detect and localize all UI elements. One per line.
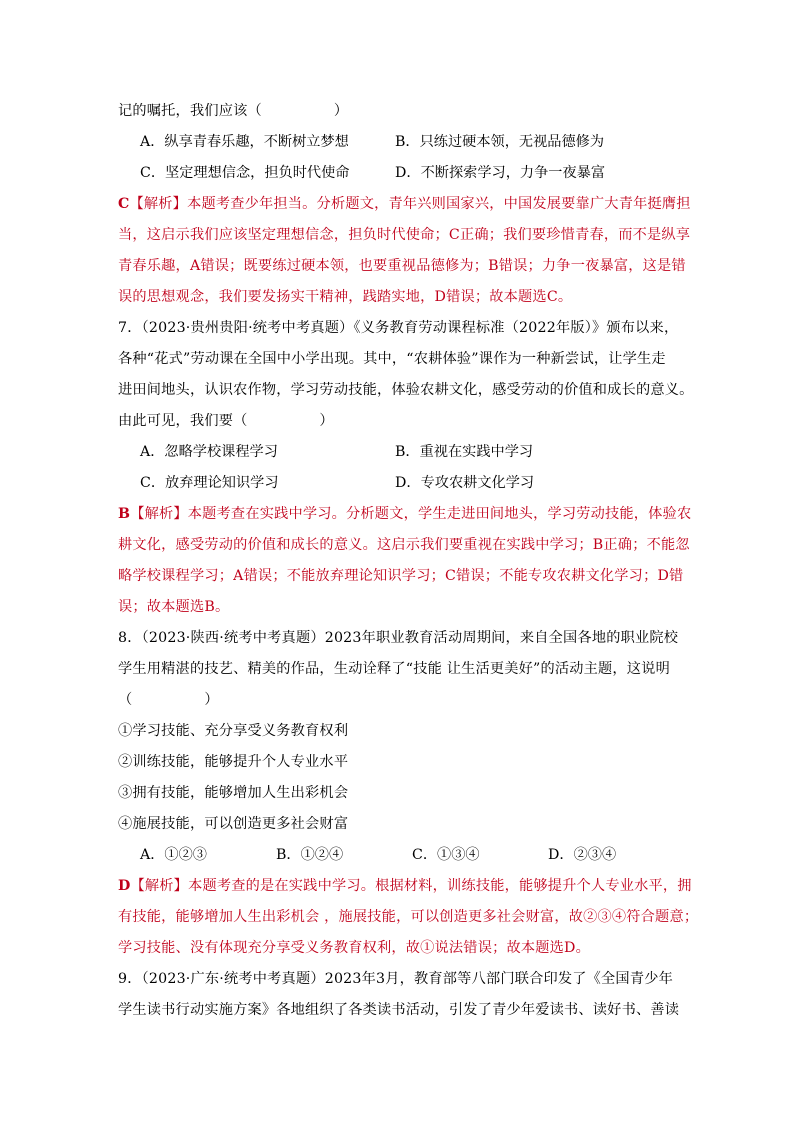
q9-stem-line-1: 9．（2023·广东·统考中考真题）2023年3月，教育部等八部门联合印发了《全国青少年 bbox=[118, 971, 673, 987]
q6-answer-line-2: 当，这启示我们应该坚定理想信念，担负时代使命；C正确；我们要珍惜青春，而不是纵享 bbox=[118, 227, 691, 243]
q9-stem-line-2: 学生读书行动实施方案》各地组织了各类读书活动，引发了青少年爱读书、读好书、善读 bbox=[118, 1002, 680, 1018]
q7-answer-letter: B bbox=[118, 506, 131, 522]
q8-item-2: ②训练技能，能够提升个人专业水平 bbox=[118, 754, 349, 770]
q6-option-c: C．坚定理想信念，担负时代使命 bbox=[140, 165, 350, 181]
q8-answer-line-3: 学习技能、没有体现充分享受义务教育权利，故①说法错误；故本题选D。 bbox=[118, 940, 590, 956]
q7-option-a: A．忽略学校课程学习 bbox=[140, 444, 278, 460]
q6-answer-line-1 bbox=[118, 189, 691, 220]
q6-answer-letter: C bbox=[118, 196, 130, 212]
q8-stem-line-3: （ ） bbox=[118, 692, 219, 708]
q7-stem-line-4: 由此可见，我们要（ ） bbox=[118, 413, 334, 429]
q7-option-b: B．重视在实践中学习 bbox=[395, 444, 534, 460]
q8-option-d: D．②③④ bbox=[548, 847, 617, 863]
q6-stem-tail: 记的嘱托，我们应该（ ） bbox=[118, 103, 349, 119]
q6-answer-line-3: 青春乐趣，A错误；既要练过硬本领，也要重视品德修为；B错误；力争一夜暴富，这是错 bbox=[118, 258, 686, 274]
q6-answer-line-4: 误的思想观念，我们要发扬实干精神，践踏实地，D错误；故本题选C。 bbox=[118, 289, 573, 305]
q8-answer-letter: D bbox=[118, 878, 131, 894]
q7-option-d: D．专攻农耕文化学习 bbox=[395, 475, 535, 491]
q6-options-row-1 bbox=[118, 127, 684, 158]
q7-option-c: C．放弃理论知识学习 bbox=[140, 475, 279, 491]
q8-options-row bbox=[118, 840, 684, 871]
q7-answer-line-3: 略学校课程学习；A错误；不能放弃理论知识学习；C错误；不能专攻农耕文化学习；D错 bbox=[118, 568, 684, 584]
q8-item-3: ③拥有技能，能够增加人生出彩机会 bbox=[118, 785, 349, 801]
q7-stem-line-2: 各种“花式”劳动课在全国中小学出现。其中，“农耕体验”课作为一种新尝试，让学生走 bbox=[118, 351, 666, 367]
q8-stem-line-2: 学生用精湛的技艺、精美的作品，生动诠释了“技能 让生活更美好”的活动主题，这说明 bbox=[118, 661, 670, 677]
q7-options-row-1 bbox=[118, 437, 684, 468]
q8-option-c: C．①③④ bbox=[412, 847, 480, 863]
q6-option-d: D．不断探索学习，力争一夜暴富 bbox=[395, 165, 606, 181]
q8-answer-line-2: 有技能，能够增加人生出彩机会 ，施展技能，可以创造更多社会财富，故②③④符合题意； bbox=[118, 909, 699, 925]
q7-answer-line-4: 误；故本题选B。 bbox=[118, 599, 230, 615]
q7-answer-text: 本题考查在实践中学习。分析题文，学生走进田间地头，学习劳动技能，体验农 bbox=[187, 506, 692, 522]
q8-option-b: B．①②④ bbox=[276, 847, 344, 863]
q6-option-b: B．只练过硬本领，无视品德修为 bbox=[395, 134, 605, 150]
q6-answer-text: 本题考查少年担当。分析题文，青年兴则国家兴，中国发展要靠广大青年挺膺担 bbox=[187, 196, 691, 212]
q6-option-a: A．纵享青春乐趣，不断树立梦想 bbox=[140, 134, 349, 150]
q8-stem-line-1: 8．（2023·陕西·统考中考真题）2023年职业教育活动周期间，来自全国各地的职业院校 bbox=[118, 630, 679, 646]
q7-stem-line-1: 7．（2023·贵州贵阳·统考中考真题）《义务教育劳动课程标准（2022年版）》颁布以来， bbox=[118, 320, 679, 336]
q8-option-a: A．①②③ bbox=[140, 847, 207, 863]
q8-item-1: ①学习技能、充分享受义务教育权利 bbox=[118, 723, 349, 739]
q8-answer-tag: 【解析】 bbox=[130, 878, 189, 894]
q6-options-row-2 bbox=[118, 158, 684, 189]
q7-answer-line-1 bbox=[118, 499, 692, 530]
q8-answer-text: 本题考查的是在实践中学习。根据材料，训练技能，能够提升个人专业水平，拥 bbox=[188, 878, 692, 894]
document-page bbox=[118, 96, 699, 1026]
q7-answer-tag: 【解析】 bbox=[130, 506, 188, 522]
q8-answer-line-1 bbox=[118, 871, 692, 902]
q7-stem-line-3: 进田间地头，认识农作物，学习劳动技能，体验农耕文化，感受劳动的价值和成长的意义。 bbox=[118, 382, 694, 398]
q6-answer-tag: 【解析】 bbox=[129, 196, 188, 212]
q7-options-row-2 bbox=[118, 468, 684, 499]
q7-answer-line-2: 耕文化，感受劳动的价值和成长的意义。这启示我们要重视在实践中学习；B正确；不能忽 bbox=[118, 537, 690, 553]
q8-item-4: ④施展技能，可以创造更多社会财富 bbox=[118, 816, 349, 832]
